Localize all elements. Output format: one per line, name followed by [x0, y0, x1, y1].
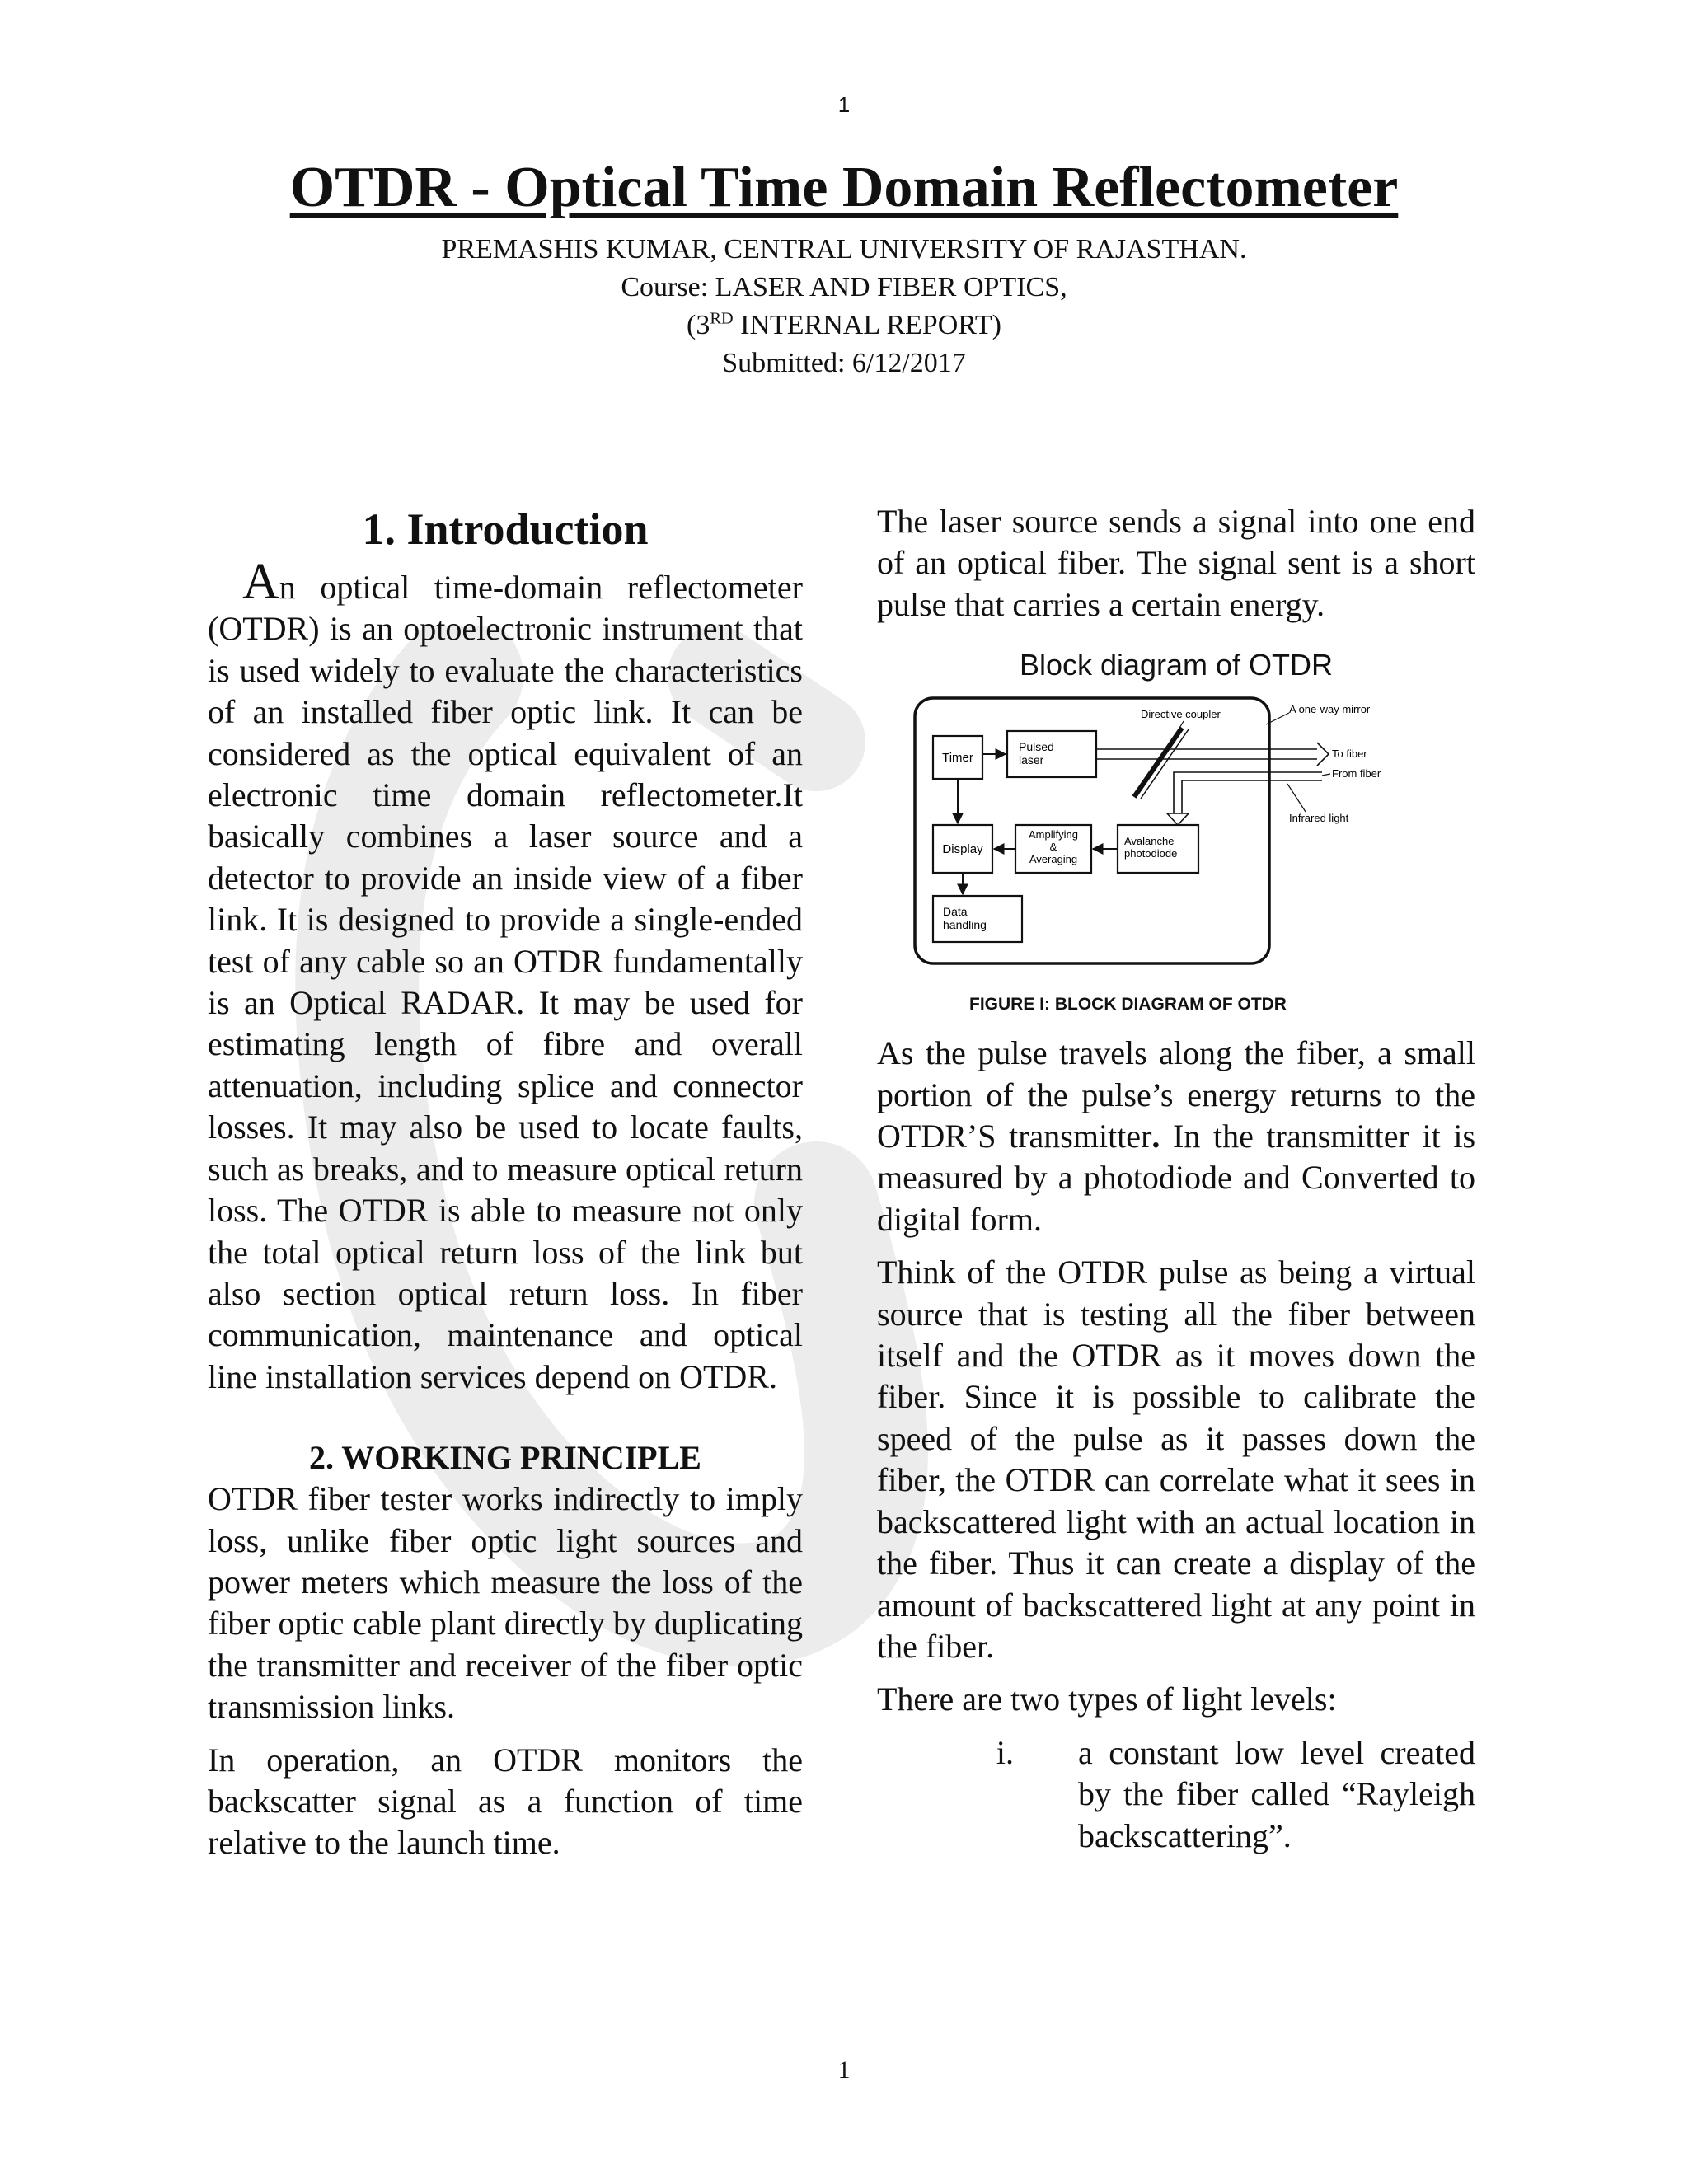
- list-number: i.: [996, 1733, 1014, 1771]
- left-column: [208, 501, 803, 1876]
- otdr-block-diagram: [877, 691, 1475, 972]
- right-column: [877, 501, 1475, 1857]
- data-handling-label-1: Data: [943, 905, 968, 919]
- from-fiber-label: From fiber: [1332, 767, 1381, 780]
- figure-caption: FIGURE I: BLOCK DIAGRAM OF OTDR: [969, 995, 1287, 1015]
- introduction-heading: 1. Introduction: [362, 504, 649, 554]
- list-text: a constant low level created by the fiber called “Rayleigh backscattering”.: [1078, 1733, 1475, 1854]
- coupler-mirror: [1134, 728, 1182, 797]
- display-label: Display: [942, 842, 983, 857]
- diagram-title: Block diagram of OTDR: [1019, 648, 1334, 682]
- mirror-label: A one-way mirror: [1289, 703, 1371, 716]
- pulsed-laser-label-1: Pulsed: [1019, 740, 1054, 754]
- right-p2-main: As the pulse travels along the fiber, a small portion of the pulse’s energy returns to the OTDR’S transmitter: [877, 1034, 1475, 1155]
- submitted-line: Submitted: 6/12/2017: [722, 348, 966, 378]
- list-item: [877, 1732, 1475, 1857]
- avalanche-label-1: Avalanche: [1124, 835, 1175, 848]
- pulsed-laser-label-2: laser: [1019, 753, 1044, 767]
- page-number-top: 1: [837, 92, 851, 117]
- report-line: [0, 307, 1688, 344]
- amplifying-label-3: Averaging: [1029, 853, 1078, 866]
- report-suffix: INTERNAL REPORT): [733, 310, 1001, 340]
- author-line: PREMASHIS KUMAR, CENTRAL UNIVERSITY OF RAJASTHAN.: [441, 234, 1247, 265]
- right-paragraph-1: The laser source sends a signal into one end of an optical fiber. The signal sent is a short pulse that carries a certain energy.: [877, 503, 1475, 623]
- working-principle-heading: 2. WORKING PRINCIPLE: [309, 1439, 701, 1477]
- avalanche-label-2: photodiode: [1124, 847, 1178, 860]
- right-paragraph-4: There are two types of light levels:: [877, 1680, 1337, 1718]
- page-title: OTDR - Optical Time Domain Reflectometer: [289, 156, 1399, 219]
- timer-label: Timer: [942, 751, 973, 766]
- to-fiber-label: To fiber: [1332, 748, 1367, 761]
- amplifying-label-2: &: [1049, 841, 1057, 854]
- course-line: Course: LASER AND FIBER OPTICS,: [621, 272, 1067, 302]
- coupler-label: Directive coupler: [1141, 708, 1221, 721]
- report-sup: RD: [710, 309, 734, 328]
- amplifying-label-1: Amplifying: [1029, 828, 1078, 841]
- right-paragraph-2: [877, 1033, 1475, 1240]
- right-paragraph-3: Think of the OTDR pulse as being a virtual source that is testing all the fiber between itself and the OTDR as it moves down the fiber. Since it is possible to calibrate the speed of the pulse as it passes down the fiber, the OTDR can correlate what it sees in backscattered light with an actual location in the fiber. Thus it can create a display of the amount of backscattered light at any point in the fiber.: [877, 1254, 1475, 1665]
- introduction-paragraph: [208, 554, 803, 1398]
- working-paragraph-2: In operation, an OTDR monitors the backscatter signal as a function of time relative to the launch time.: [208, 1741, 803, 1862]
- introduction-text: n optical time-domain reflectometer (OTDR) is an optoelectronic instrument that is used widely to evaluate the characteristics of an installed fiber optic link. It can be considered as the optical equivalent of an electronic time domain reflectometer.It basically combines a laser source and a detector to provide an inside view of a fiber link. It is designed to provide a single-ended test of any cable so an OTDR fundamentally is an Optical RADAR. It may be used for estimating length of fibre and overall attenuation, including splice and connector losses. It may also be used to locate faults, such as breaks, and to measure optical return loss. The OTDR is able to measure not only the total optical return loss of the link but also section optical return loss. In fiber communication, maintenance and optical line installation services depend on OTDR.: [208, 569, 803, 1395]
- right-p2-post: In the transmitter it is measured by a photodiode and Converted to digital form.: [877, 1118, 1476, 1238]
- working-paragraph-1: OTDR fiber tester works indirectly to imply loss, unlike fiber optic light sources and power meters which measure the loss of the fiber optic cable plant directly by duplicating the transmitter and receiver of the fiber optic transmission links.: [208, 1480, 803, 1726]
- data-handling-label-2: handling: [943, 918, 987, 932]
- page-number-bottom: 1: [837, 2056, 851, 2083]
- right-p2-bold: .: [1151, 1118, 1160, 1155]
- infrared-label: Infrared light: [1289, 812, 1349, 825]
- dropcap-letter: A: [242, 554, 279, 610]
- report-prefix: (3: [687, 310, 710, 340]
